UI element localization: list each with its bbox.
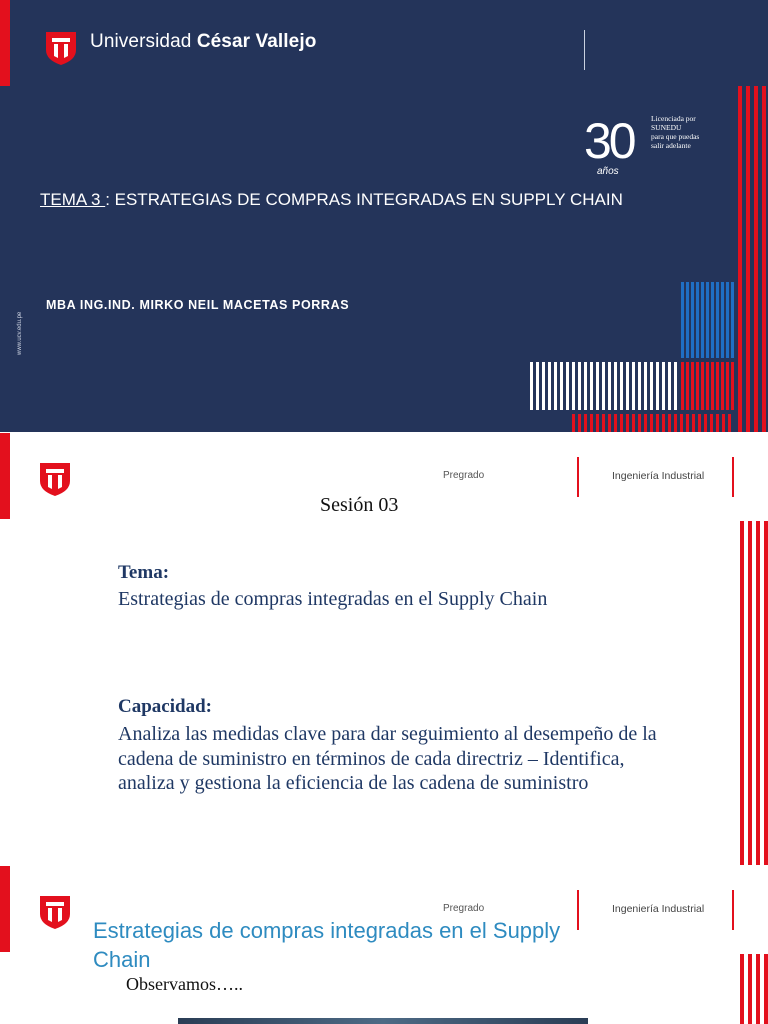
slide-cover — [0, 0, 768, 432]
license-line: salir adelante — [651, 141, 691, 150]
header-program: Ingeniería Industrial — [612, 470, 705, 482]
side-url: www.ucv.edu.pe — [17, 311, 23, 355]
tema-text: Estrategias de compras integradas en el Supply Chain — [118, 588, 548, 610]
slide-session — [0, 433, 768, 865]
brand-regular: Universidad — [90, 31, 197, 52]
decorative-stripes — [0, 433, 768, 865]
slide3-subtitle: Observamos….. — [126, 974, 243, 994]
capacidad-heading: Capacidad: — [118, 696, 212, 717]
capacidad-text: Analiza las medidas clave para dar seguimiento al desempeño de la cadena de suministro en términos de cada directriz – Identifica, analiza y gestiona la eficiencia de las cadena de suministro — [118, 723, 657, 794]
slide3-title: Estrategias de compras integradas en el Supply Chain — [93, 918, 561, 972]
header-pregrado: Pregrado — [443, 903, 485, 914]
header-pregrado: Pregrado — [443, 470, 485, 481]
author-name: MBA ING.IND. MIRKO NEIL MACETAS PORRAS — [46, 298, 350, 312]
decorative-stripes — [0, 0, 768, 432]
anniversary-number: 30 — [584, 113, 634, 169]
license-line: Licenciada por — [651, 114, 696, 123]
license-line: SUNEDU — [651, 123, 682, 132]
anniversary-word: años — [597, 166, 619, 177]
brand-bold: César Vallejo — [196, 31, 317, 52]
slide-observamos — [0, 866, 768, 1024]
license-line: para que puedas — [651, 132, 700, 141]
cover-title-prefix: TEMA 3 — [40, 190, 106, 209]
session-title: Sesión 03 — [320, 494, 399, 516]
tema-heading: Tema: — [118, 562, 170, 583]
header-program: Ingeniería Industrial — [612, 903, 705, 915]
decorative-stripes — [0, 866, 768, 1024]
cover-title-text: : ESTRATEGIAS DE COMPRAS INTEGRADAS EN SUPPLY CHAIN — [105, 190, 623, 209]
